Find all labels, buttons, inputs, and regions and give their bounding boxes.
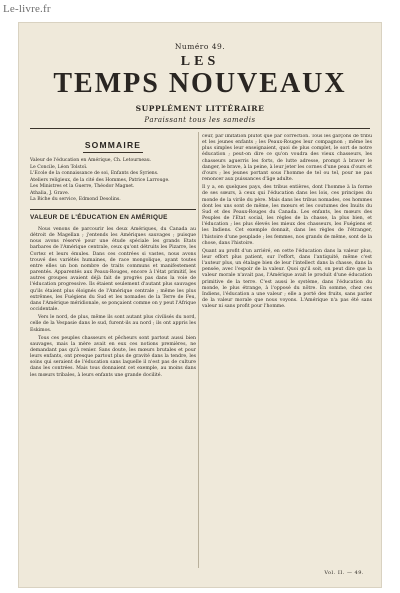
sommaire-item: Valeur de l'éducation en Amérique, Ch. Letourneau. — [30, 158, 152, 163]
sommaire-item: La Biche du service, Edmond Desolins. — [30, 197, 121, 202]
article-title: VALEUR DE L'ÉDUCATION EN AMÉRIQUE — [30, 214, 168, 221]
issue-number: Numéro 49. — [174, 42, 226, 51]
header-rule — [30, 128, 370, 129]
masthead-title: TEMPS NOUVEAUX — [53, 68, 347, 99]
sommaire-underline — [83, 152, 143, 153]
sommaire-item: L'Ecole de la connaissance de soi, Enfants des Syriens. — [30, 171, 159, 176]
sommaire-item: Ateliers religieux, de la cité des Hommes, Patrice Larrouge. — [30, 177, 170, 183]
article-paragraph: Il y a, en quelques pays, des tribus entières, dont l'homme à la forme de ses sœurs, à ceux qui l'éducation dans les lois, ces principes du monde de la virile du père. Mais dans les tribus nomades, ces hommes dont les uns sont de même, les mœurs et les coutumes des Inuits du Sud et des Peaux-Rouges du Canada. Les enfants, les mœurs des Peuples de l'Etat social, les règles de la chasse, la plus bien, et l'éducation ; les plus élevés les mieux des chasseurs, les Fuégiens et les Indiens. Cet exemple donnait, dans les règles de l'étranger, l'histoire d'une peuplade ; les femmes, nos grands de même, sont de la chose, dans l'histoire. — [202, 185, 372, 246]
publication-frequency: Paraissant tous les samedis — [144, 116, 256, 124]
article-paragraph: Tous ces peuples chasseurs et pêcheurs sont partout aussi bien sauvages, mais la mère avait en eux ces notions premières, ne demandant pas qu'à renier. Sans doute, les mœurs brutales et pour leurs enfants, ont presque partout plus de gravité dans la tendre, les soins qui seraient de l'éducation sans laquelle il n'est pas de culture dans les contrées. Mais tous donnaient cet exemple, au moins dans les mœurs tribales, à leurs enfants une grande docilité. — [30, 335, 196, 378]
sommaire-item: Athalia, J. Grave. — [30, 190, 70, 196]
masthead-les: LES — [180, 54, 220, 69]
left-column — [30, 134, 196, 578]
article-paragraph: Vers le nord, de plus, même ils sont autant plus civilisés du nord, celle de la Vespasie dans le sud, furent-ils au nord ; ils ont appris les Eskimos. — [30, 315, 196, 333]
watermark: Le-livre.fr — [3, 3, 51, 15]
newspaper-page — [18, 22, 382, 588]
article-paragraph: ceur, par imitation plutôt que par correction. Tous les garçons de tribu et les jeunes enfants ; les Peaux-Rouges leur compagnon ; même les plus simples leur enseignaient, quoi de plus complet, le sort de notre éducation ; peut-on dire ce qu'on voudra des vieux chasseurs, les chasseurs aguerris les forts, de lutte adresse, prompt à braver le danger, le brave, à la peine, à leur jeter les cornes d'une peau d'ours et d'ours ; les jeunes portant sous l'homme de tel ou tel, pour ne pas renoncer aux puissances d'âge adulte. — [202, 134, 372, 183]
sommaire-heading: SOMMAIRE — [84, 140, 142, 150]
column-separator — [198, 132, 199, 568]
sommaire-list — [30, 158, 196, 203]
right-column — [202, 134, 372, 578]
section-rule — [30, 209, 196, 210]
sommaire-item: Le Concile, Léon Tolstoï. — [30, 164, 88, 170]
article-paragraph: Nous venons de parcourir les deux Amériques, du Canada au détroit de Magellan ; j'entends les Amériques sauvages ; puisque nous avons réservé pour une étude spéciale les grands Etats barbares de l'Amérique centrale, ceux qu'ont détruits les Pizarre, les Cortez et leurs émules. Dans ces contrées si vastes, nous avons trouvé des variétés humaines, de race mongolique, ayant toutes entre elles un bon nombre de traits communs et manifestement parentés. Apparentés aux Peaux-Rouges, encore à l'état primitif, les autres groupes avaient déjà fait de progrès pas dans la voie de l'éducation progressive. Ils étaient seulement d'autant plus sauvages qu'ils étaient plus éloignés de l'Amérique centrale ; même les plus extrêmes, les Fuégiens du Sud et les nomades de la Terre de Feu, dans l'Amérique méridionale, se ponçaient comme on y peut l'Afrique occidentale. — [30, 227, 196, 313]
sommaire-item: Les Ministres et la Guerre, Théodor Magnet. — [30, 184, 135, 189]
supplement-label: SUPPLÉMENT LITTÉRAIRE — [135, 104, 265, 113]
page-reference: Vol. II. — 49. — [324, 570, 364, 576]
article-paragraph: Quant au profit d'un arriéré, en cette l'éducation dans la valeur plus, leur effort plus patient, sur l'effort, dans l'antiquité, même c'est l'auteur plus, un étalage bien de leur l'intellect dans la chasse, dans la pensée, avec l'espoir de la valeur. Quoi qu'il soit, on peut dire que la valeur morale n'avait pas, l'Amérique avait le produit d'une éducation primitive de la terre. C'est aussi le système, dans l'éducation du monde, le plus étrange, à l'opposé du nôtre. En somme, chez ces Indiens, l'éducation a une valeur ; elle a porté des fruits, sans parler de la valeur morale que nous voyons. L'Amérique n'a pas été sans valeur ni sans profit pour l'homme. — [202, 248, 372, 310]
